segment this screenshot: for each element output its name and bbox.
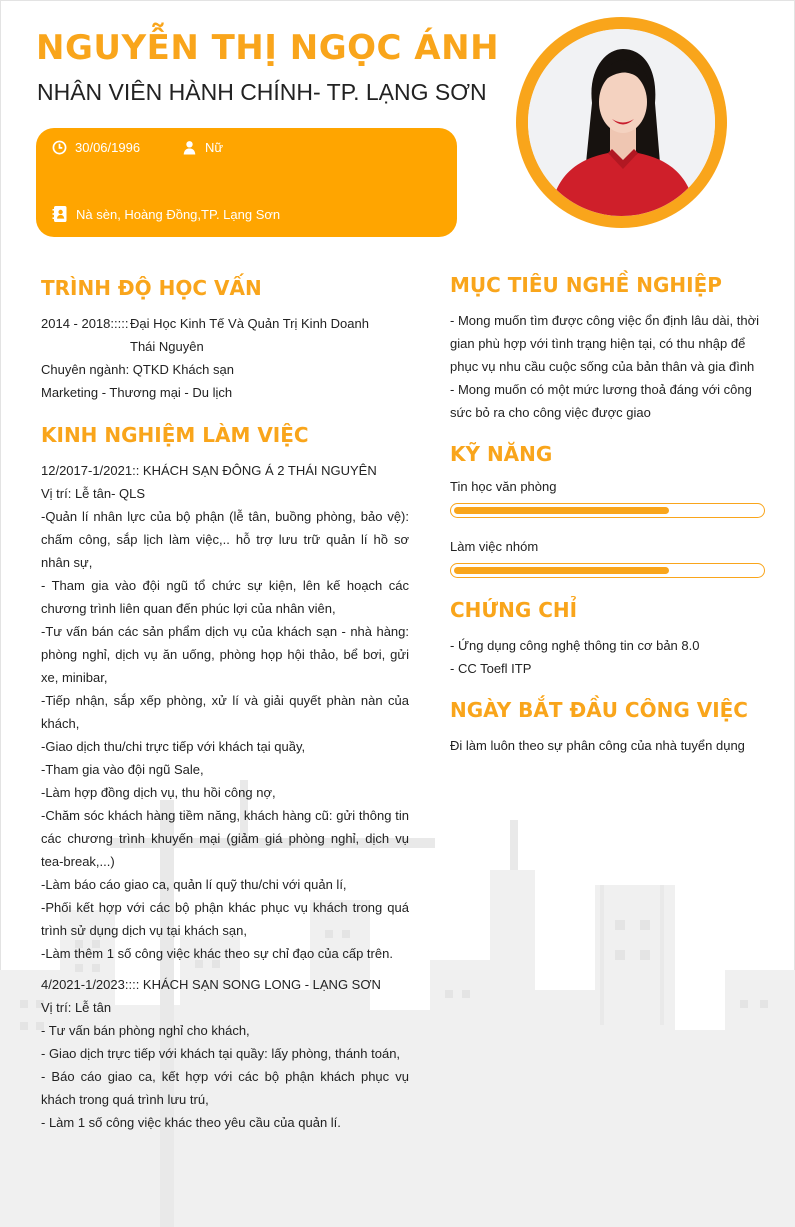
job-duty: -Giao dịch thu/chi trực tiếp với khách tại quầy, xyxy=(41,739,306,754)
job-duty: -Quản lí nhân lực của bộ phận (lễ tân, buồng phòng, bảo vệ): chấm công, sắp lịch làm việc,.. hỗ trợ lưu trữ quản lí hồ sơ nhân sự, xyxy=(41,509,409,570)
user-icon xyxy=(182,140,197,155)
job-duty: -Làm báo cáo giao ca, quản lí quỹ thu/chi với quản lí, xyxy=(41,877,347,892)
education-entry xyxy=(41,312,409,358)
portrait-image xyxy=(528,29,715,216)
job-duty: - Làm 1 số công việc khác theo yêu cầu của quản lí. xyxy=(41,1115,341,1130)
personal-info-box xyxy=(36,128,457,237)
objective-item: - Mong muốn tìm được công việc ổn định lâu dài, thời gian phù hợp với tình trạng hiện tại, có thu nhập để phục vụ nhu cầu cuộc sống của bản thân và gia đình xyxy=(450,313,760,374)
education-major-detail: Marketing - Thương mại - Du lịch xyxy=(41,385,233,400)
objective-item: - Mong muốn có một mức lương thoả đáng với công sức bỏ ra cho công việc được giao xyxy=(450,382,752,420)
gender-item xyxy=(182,140,223,155)
start-date-text: Đi làm luôn theo sự phân công của nhà tuyển dụng xyxy=(450,738,745,753)
education-heading: TRÌNH ĐỘ HỌC VẤN xyxy=(41,276,262,300)
job-duty: -Làm hợp đồng dịch vụ, thu hồi công nợ, xyxy=(41,785,276,800)
avatar-photo xyxy=(528,29,715,216)
dob-text: 30/06/1996 xyxy=(75,140,141,155)
objective-heading: MỤC TIÊU NGHỀ NGHIỆP xyxy=(450,273,722,297)
education-major: Chuyên ngành: QTKD Khách sạn xyxy=(41,362,234,377)
address-text: Nà sèn, Hoàng Đồng,TP. Lạng Sơn xyxy=(76,206,281,222)
skill-bar xyxy=(450,503,765,518)
clock-icon xyxy=(52,140,67,155)
skill-name: Làm việc nhóm xyxy=(450,539,539,554)
job-duty: -Tiếp nhận, sắp xếp phòng, xử lí và giải quyết phàn nàn của khách, xyxy=(41,693,409,731)
certificate-item: - Ứng dụng công nghệ thông tin cơ bản 8.0 xyxy=(450,638,700,653)
avatar-frame xyxy=(516,17,727,228)
job-entry xyxy=(41,459,409,965)
education-school xyxy=(130,312,369,358)
right-column xyxy=(450,273,765,757)
address-book-icon xyxy=(52,205,68,223)
address-item xyxy=(52,205,280,223)
job-position: Vị trí: Lễ tân- QLS xyxy=(41,486,146,501)
job-duty: - Báo cáo giao ca, kết hợp với các bộ phận khách phục vụ khách trong quá trình lưu trú, xyxy=(41,1069,409,1107)
job-title: NHÂN VIÊN HÀNH CHÍNH- TP. LẠNG SƠN xyxy=(37,79,487,105)
job-duty: - Giao dịch trực tiếp với khách tại quầy: lấy phòng, thánh toán, xyxy=(41,1046,401,1061)
skill-bar-fill xyxy=(454,507,669,514)
skill-name: Tin học văn phòng xyxy=(450,479,557,494)
candidate-name: NGUYỄN THỊ NGỌC ÁNH xyxy=(36,28,500,68)
certificates-heading: CHỨNG CHỈ xyxy=(450,598,578,622)
school-line-2: Thái Nguyên xyxy=(130,339,204,354)
skill-bar xyxy=(450,563,765,578)
gender-text: Nữ xyxy=(205,140,224,155)
education-period: 2014 - 2018::::: xyxy=(41,316,129,331)
job-duty: -Tư vấn bán các sản phẩm dịch vụ của khách sạn - nhà hàng: phòng nghỉ, dịch vụ ăn uống, phòng họp hội thảo, bể bơi, gửi xe, minibar, xyxy=(41,624,409,685)
school-line-1: Đại Học Kinh Tế Và Quản Trị Kinh Doanh xyxy=(130,316,369,331)
job-duty: - Tư vấn bán phòng nghỉ cho khách, xyxy=(41,1023,250,1038)
job-header: 4/2021-1/2023:::: KHÁCH SẠN SONG LONG - LẠNG SƠN xyxy=(41,977,381,992)
job-duty: - Tham gia vào đội ngũ tổ chức sự kiện, lên kế hoạch các chương trình liên quan đến phúc lợi của nhân viên, xyxy=(41,578,409,616)
left-column xyxy=(41,276,409,1134)
job-duty: -Tham gia vào đội ngũ Sale, xyxy=(41,762,204,777)
skills-heading: KỸ NĂNG xyxy=(450,442,553,466)
job-position: Vị trí: Lễ tân xyxy=(41,1000,112,1015)
dob-item xyxy=(52,140,140,155)
certificate-item: - CC Toefl ITP xyxy=(450,661,532,676)
job-header: 12/2017-1/2021:: KHÁCH SẠN ĐÔNG Á 2 THÁI NGUYÊN xyxy=(41,463,377,478)
job-entry xyxy=(41,973,409,1134)
job-duty: -Chăm sóc khách hàng tiềm năng, khách hàng cũ: gửi thông tin các chương trình khuyến mại (giảm giá phòng nghỉ, dịch vụ tea-break,...) xyxy=(41,808,409,869)
job-duty: -Làm thêm 1 số công việc khác theo sự chỉ đạo của cấp trên. xyxy=(41,946,393,961)
experience-heading: KINH NGHIỆM LÀM VIỆC xyxy=(41,423,309,447)
skill-bar-fill xyxy=(454,567,669,574)
start-date-heading: NGÀY BẮT ĐẦU CÔNG VIỆC xyxy=(450,698,748,722)
job-duty: -Phối kết hợp với các bộ phận khác phục vụ khách trong quá trình sử dụng dịch vụ tại khách sạn, xyxy=(41,900,409,938)
